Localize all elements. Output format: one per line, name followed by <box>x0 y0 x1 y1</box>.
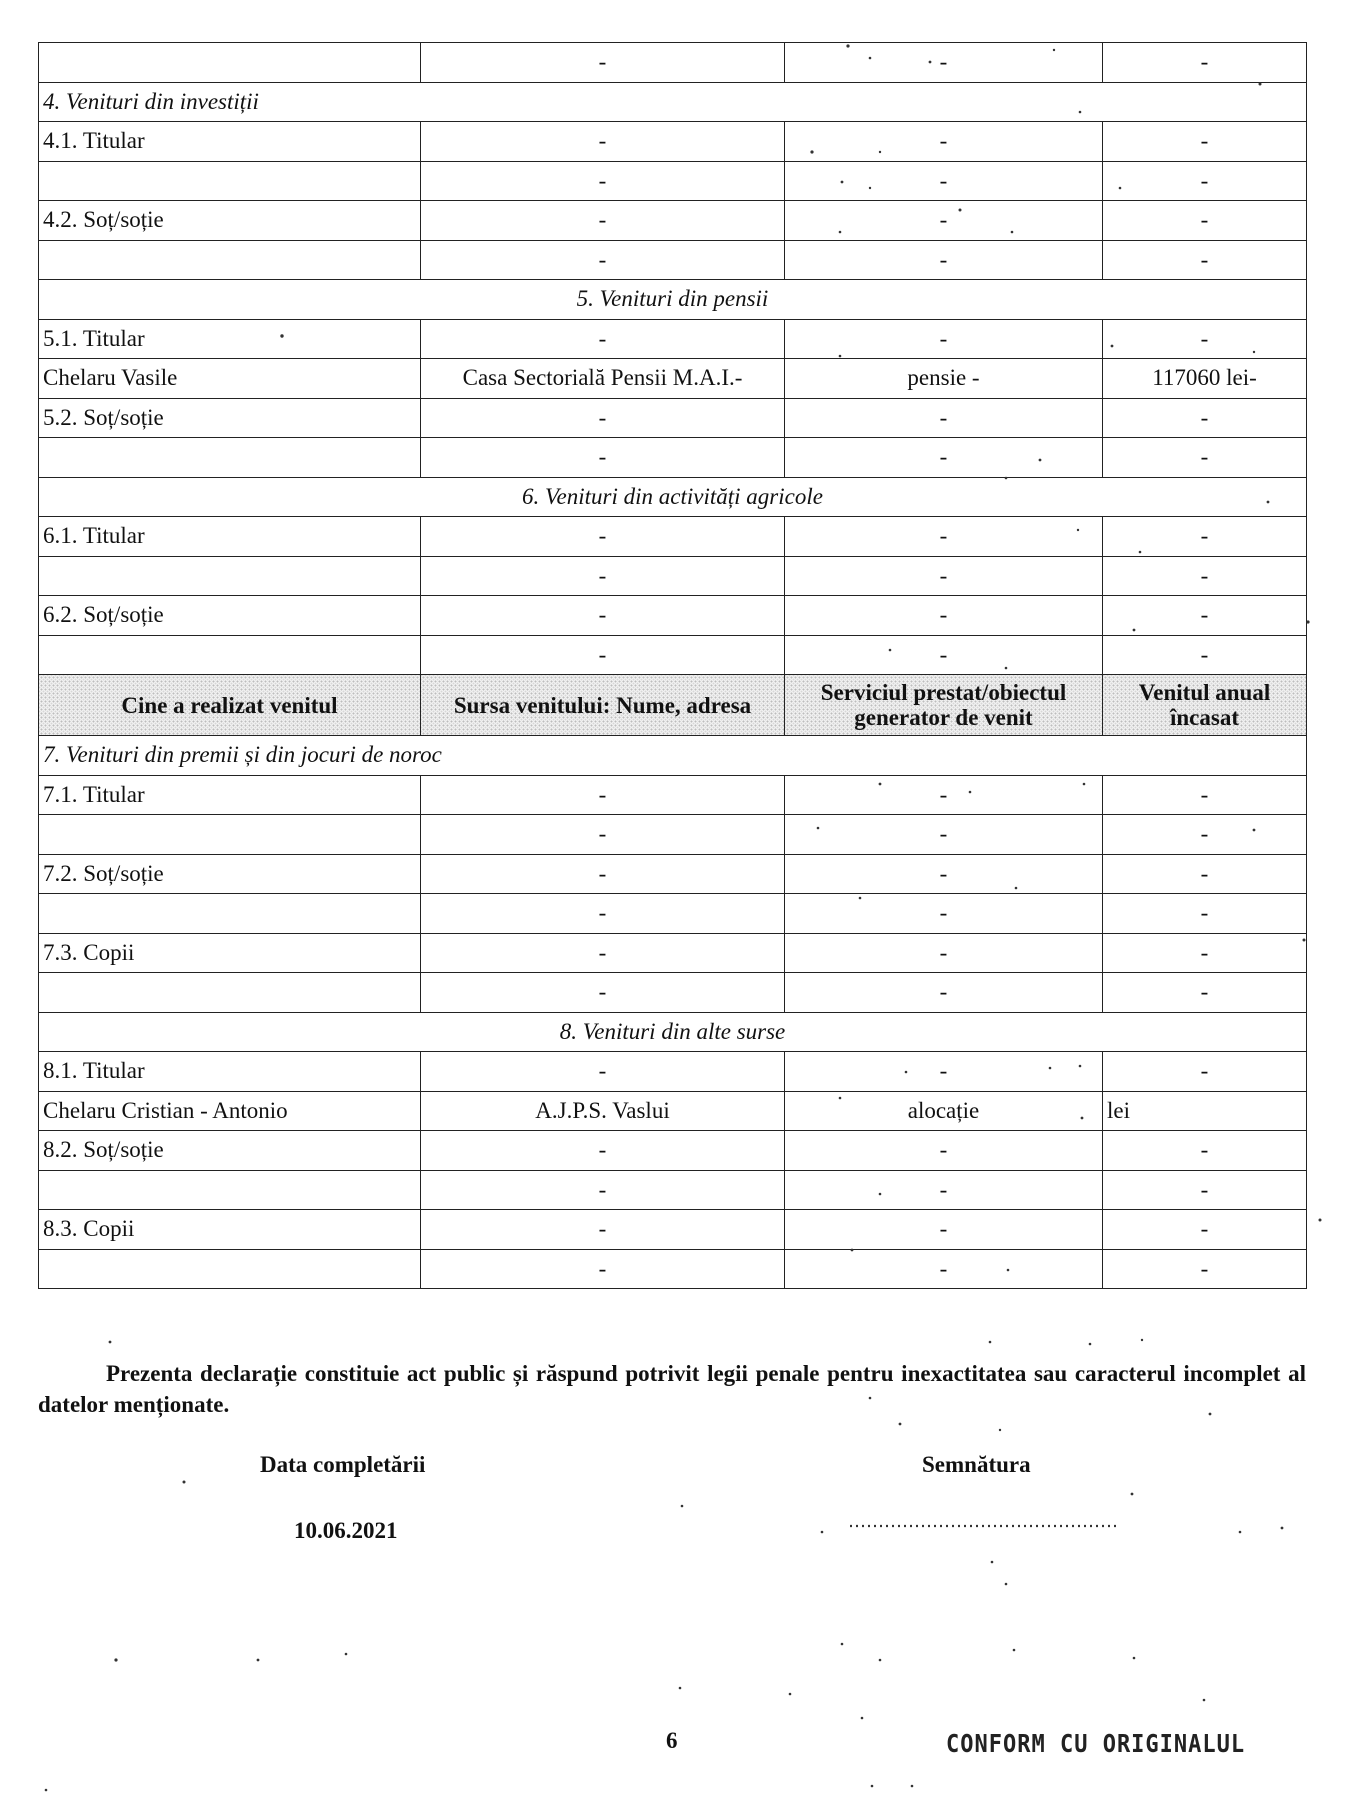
table-row <box>39 319 1307 359</box>
table-cell: - <box>785 398 1103 438</box>
table-cell: pensie - <box>785 359 1103 399</box>
table-cell: - <box>785 161 1103 201</box>
section-header-row <box>39 82 1307 122</box>
column-header-row <box>39 675 1307 736</box>
table-cell: - <box>785 319 1103 359</box>
table-cell: - <box>1103 596 1307 636</box>
table-cell: - <box>785 933 1103 973</box>
table-cell: - <box>1103 438 1307 478</box>
table-cell: - <box>1103 240 1307 280</box>
table-cell: - <box>421 201 785 241</box>
table-cell: - <box>785 43 1103 83</box>
table-cell: - <box>785 635 1103 675</box>
table-cell: - <box>421 398 785 438</box>
table-row <box>39 815 1307 855</box>
table-cell: - <box>785 1131 1103 1171</box>
table-row <box>39 973 1307 1013</box>
table-cell: - <box>785 201 1103 241</box>
table-cell: - <box>421 1210 785 1250</box>
conform-stamp: CONFORM CU ORIGINALUL <box>946 1730 1246 1759</box>
table-cell: - <box>421 815 785 855</box>
table-row <box>39 894 1307 934</box>
table-cell <box>39 894 421 934</box>
section-title: 8. Venituri din alte surse <box>39 1012 1307 1052</box>
table-cell: - <box>785 854 1103 894</box>
table-row <box>39 517 1307 557</box>
table-cell <box>39 240 421 280</box>
table-cell <box>39 973 421 1013</box>
table-row <box>39 201 1307 241</box>
table-cell: - <box>421 854 785 894</box>
column-header: Sursa venitului: Nume, adresa <box>421 675 785 736</box>
table-cell: - <box>421 973 785 1013</box>
table-cell: - <box>1103 894 1307 934</box>
table-cell: - <box>421 775 785 815</box>
table-row <box>39 1249 1307 1289</box>
table-cell: - <box>785 556 1103 596</box>
table-cell: - <box>1103 854 1307 894</box>
table-cell: - <box>421 933 785 973</box>
table-cell: - <box>421 1170 785 1210</box>
table-cell: 8.2. Soț/soție <box>39 1131 421 1171</box>
table-cell: - <box>1103 933 1307 973</box>
table-cell: - <box>785 596 1103 636</box>
table-cell: - <box>785 517 1103 557</box>
table-cell: 6.1. Titular <box>39 517 421 557</box>
table-cell: 5.1. Titular <box>39 319 421 359</box>
date-label: Data completării <box>260 1452 426 1477</box>
income-table-body <box>39 43 1307 1289</box>
table-row <box>39 854 1307 894</box>
signature-dotted-line <box>850 1516 1120 1532</box>
page-number: 6 <box>666 1728 678 1753</box>
section-title: 7. Venituri din premii și din jocuri de noroc <box>39 736 1307 776</box>
table-cell <box>39 438 421 478</box>
column-header: Serviciul prestat/obiectul generator de venit <box>785 675 1103 736</box>
table-cell: - <box>785 815 1103 855</box>
table-cell: - <box>1103 1210 1307 1250</box>
table-cell <box>39 556 421 596</box>
table-cell: - <box>785 973 1103 1013</box>
table-cell: - <box>1103 1052 1307 1092</box>
table-row <box>39 359 1307 399</box>
table-cell: - <box>1103 815 1307 855</box>
table-cell: - <box>421 635 785 675</box>
table-cell: - <box>421 517 785 557</box>
table-cell: 4.2. Soț/soție <box>39 201 421 241</box>
table-cell: 8.3. Copii <box>39 1210 421 1250</box>
signature-label: Semnătura <box>922 1452 1031 1477</box>
table-cell: lei <box>1103 1091 1307 1131</box>
table-cell: - <box>421 596 785 636</box>
table-cell: 7.2. Soț/soție <box>39 854 421 894</box>
table-cell <box>39 161 421 201</box>
table-cell: 8.1. Titular <box>39 1052 421 1092</box>
table-cell: - <box>421 556 785 596</box>
table-row <box>39 1170 1307 1210</box>
column-header: Venitul anual încasat <box>1103 675 1307 736</box>
table-cell: - <box>421 161 785 201</box>
table-cell: - <box>1103 517 1307 557</box>
table-cell: - <box>1103 201 1307 241</box>
table-cell: A.J.P.S. Vaslui <box>421 1091 785 1131</box>
table-row <box>39 161 1307 201</box>
table-cell: 117060 lei- <box>1103 359 1307 399</box>
income-table <box>38 42 1307 1289</box>
table-row <box>39 596 1307 636</box>
section-title: 5. Venituri din pensii <box>39 280 1307 320</box>
table-row <box>39 122 1307 162</box>
table-row <box>39 1052 1307 1092</box>
table-cell: - <box>1103 161 1307 201</box>
table-cell: 5.2. Soț/soție <box>39 398 421 438</box>
table-cell <box>39 43 421 83</box>
table-cell: - <box>1103 1131 1307 1171</box>
table-row <box>39 43 1307 83</box>
table-cell: - <box>785 894 1103 934</box>
table-cell: - <box>421 240 785 280</box>
section-title: 6. Venituri din activități agricole <box>39 477 1307 517</box>
table-cell: - <box>421 1052 785 1092</box>
date-value: 10.06.2021 <box>294 1518 398 1543</box>
section-header-row <box>39 1012 1307 1052</box>
table-cell: - <box>1103 43 1307 83</box>
table-cell: - <box>1103 122 1307 162</box>
table-cell: - <box>785 775 1103 815</box>
table-cell: - <box>785 1052 1103 1092</box>
section-header-row <box>39 477 1307 517</box>
column-header: Cine a realizat venitul <box>39 675 421 736</box>
table-row <box>39 556 1307 596</box>
table-row <box>39 1131 1307 1171</box>
table-cell: - <box>421 122 785 162</box>
table-cell: - <box>421 1249 785 1289</box>
table-row <box>39 775 1307 815</box>
table-cell: Chelaru Cristian - Antonio <box>39 1091 421 1131</box>
table-cell: - <box>1103 775 1307 815</box>
table-cell <box>39 635 421 675</box>
table-cell: - <box>1103 1249 1307 1289</box>
table-cell: - <box>785 240 1103 280</box>
section-header-row <box>39 736 1307 776</box>
section-title: 4. Venituri din investiții <box>39 82 1307 122</box>
table-cell: - <box>421 438 785 478</box>
table-cell: - <box>421 1131 785 1171</box>
table-row <box>39 240 1307 280</box>
table-row <box>39 398 1307 438</box>
table-cell <box>39 1249 421 1289</box>
table-cell: - <box>785 1170 1103 1210</box>
table-cell: - <box>785 1210 1103 1250</box>
table-cell: 7.1. Titular <box>39 775 421 815</box>
table-cell: - <box>1103 398 1307 438</box>
table-cell: - <box>1103 973 1307 1013</box>
section-header-row <box>39 280 1307 320</box>
table-cell: - <box>1103 556 1307 596</box>
table-cell: - <box>785 1249 1103 1289</box>
table-cell <box>39 815 421 855</box>
table-cell: 7.3. Copii <box>39 933 421 973</box>
table-cell: - <box>1103 319 1307 359</box>
declaration-text: Prezenta declarație constituie act public și răspund potrivit legii penale pentru inexactitatea sau caracterul incomplet al datelor menționate. <box>38 1361 1306 1417</box>
table-cell <box>39 1170 421 1210</box>
table-cell: alocație <box>785 1091 1103 1131</box>
table-cell: - <box>421 319 785 359</box>
table-cell: - <box>421 894 785 934</box>
table-cell: Chelaru Vasile <box>39 359 421 399</box>
table-row <box>39 1210 1307 1250</box>
table-cell: 6.2. Soț/soție <box>39 596 421 636</box>
table-cell: - <box>785 438 1103 478</box>
table-cell: - <box>785 122 1103 162</box>
table-row <box>39 933 1307 973</box>
table-row <box>39 1091 1307 1131</box>
table-row <box>39 635 1307 675</box>
table-cell: - <box>421 43 785 83</box>
table-cell: - <box>1103 635 1307 675</box>
table-cell: 4.1. Titular <box>39 122 421 162</box>
table-row <box>39 438 1307 478</box>
table-cell: Casa Sectorială Pensii M.A.I.- <box>421 359 785 399</box>
table-cell: - <box>1103 1170 1307 1210</box>
